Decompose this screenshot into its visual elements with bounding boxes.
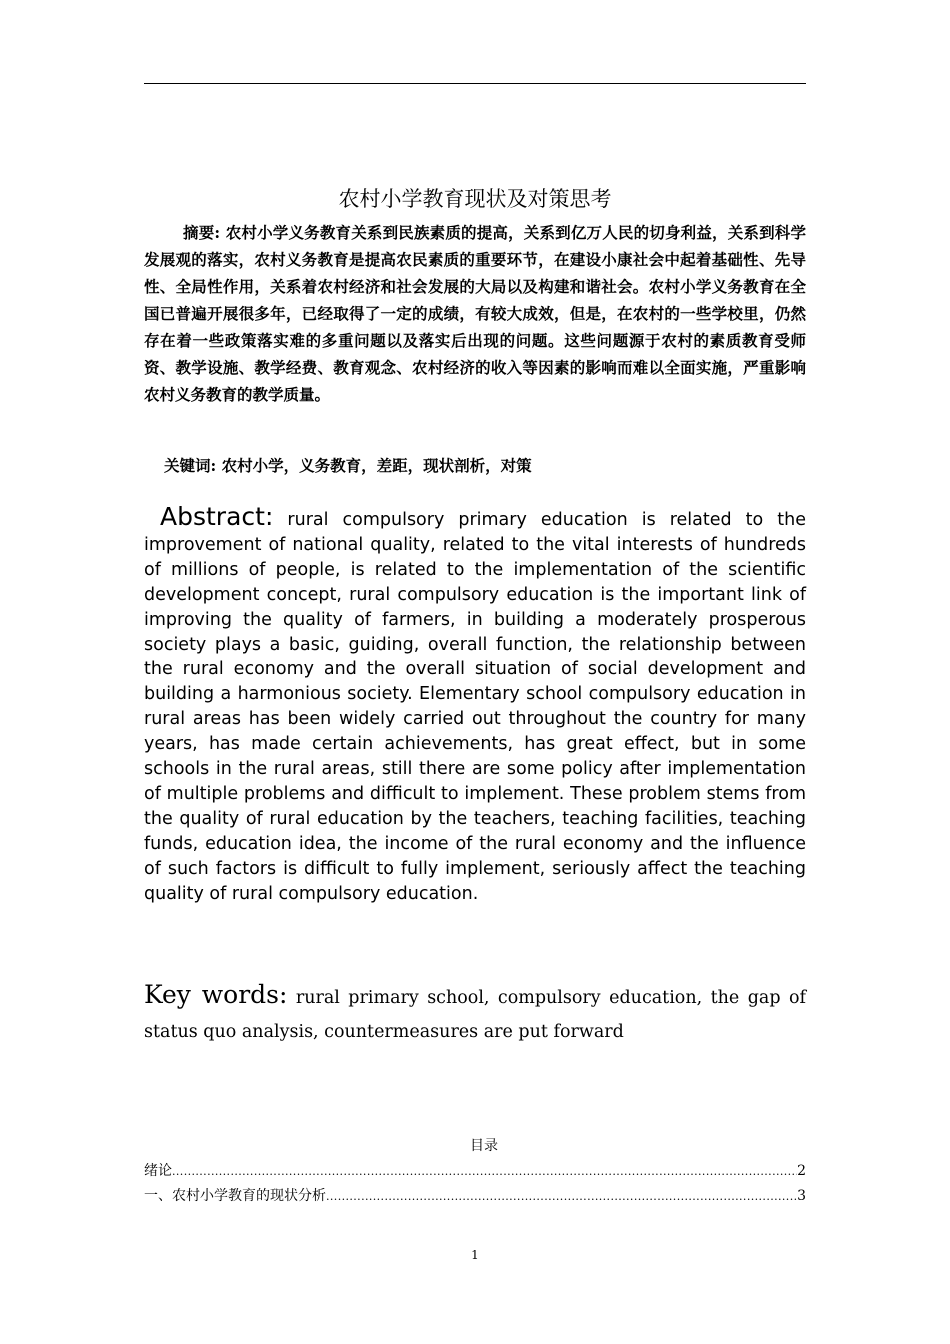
keywords-cn-text: 农村小学，义务教育，差距，现状剖析，对策: [221, 456, 532, 475]
abstract-en-label: Abstract:: [160, 502, 274, 531]
abstract-en: [144, 502, 806, 907]
toc-entry[interactable]: [144, 1185, 806, 1207]
toc-title: 目录: [470, 1138, 498, 1154]
abstract-cn: [144, 219, 806, 408]
toc-leader-dots: [326, 1190, 797, 1203]
keywords-cn-label: 关键词:: [164, 456, 217, 475]
toc-entry[interactable]: [144, 1160, 806, 1182]
toc-entry-page: 3: [797, 1188, 806, 1204]
toc-entry-page: 2: [797, 1163, 806, 1179]
keywords-en-text: rural primary school, compulsory education, the gap of status quo analysis, countermeasures are put forward: [144, 988, 806, 1042]
toc-entry-label: 绪论: [144, 1163, 172, 1179]
page-title: 农村小学教育现状及对策思考: [338, 187, 612, 211]
abstract-en-text: rural compulsory primary education is related to the improvement of national quality, related to the vital interests of hundreds of millions of people, is related to the implementation of the scientific development concept, rural compulsory education is the important link of improving the quality of farmers, in building a moderately prosperous society plays a basic, guiding, overall function, the relationship between the rural economy and the overall situation of social development and building a harmonious society. Elementary school compulsory education in rural areas has been widely carried out throughout the country for many years, has made certain achievements, has great effect, but in some schools in the rural areas, still there are some policy after implementation of multiple problems and difficult to implement. These problem stems from the quality of rural education by the teachers, teaching facilities, teaching funds, education idea, the income of the rural economy and the influence of such factors is difficult to fully implement, seriously affect the teaching quality of rural compulsory education.: [144, 510, 806, 904]
abstract-cn-label: 摘要:: [183, 223, 221, 242]
keywords-cn: [164, 453, 806, 479]
header-rule: [144, 83, 806, 84]
abstract-cn-text: 农村小学义务教育关系到民族素质的提高，关系到亿万人民的切身利益，关系到科学发展观的落实，农村义务教育是提高农民素质的重要环节，在建设小康社会中起着基础性、先导性、全局性作用，关系着农村经济和社会发展的大局以及构建和谐社会。农村小学义务教育在全国已普遍开展很多年，已经取得了一定的成绩，有较大成效，但是，在农村的一些学校里，仍然存在着一些政策落实难的多重问题以及落实后出现的问题。这些问题源于农村的素质教育受师资、教学设施、教学经费、教育观念、农村经济的收入等因素的影响而难以全面实施，严重影响农村义务教育的教学质量。: [144, 223, 806, 404]
keywords-en-label: Key words:: [144, 980, 288, 1009]
toc-leader-dots: [172, 1165, 797, 1178]
keywords-en: [144, 978, 806, 1049]
page-number: 1: [471, 1248, 479, 1262]
toc-entry-label: 一、农村小学教育的现状分析: [144, 1188, 326, 1204]
